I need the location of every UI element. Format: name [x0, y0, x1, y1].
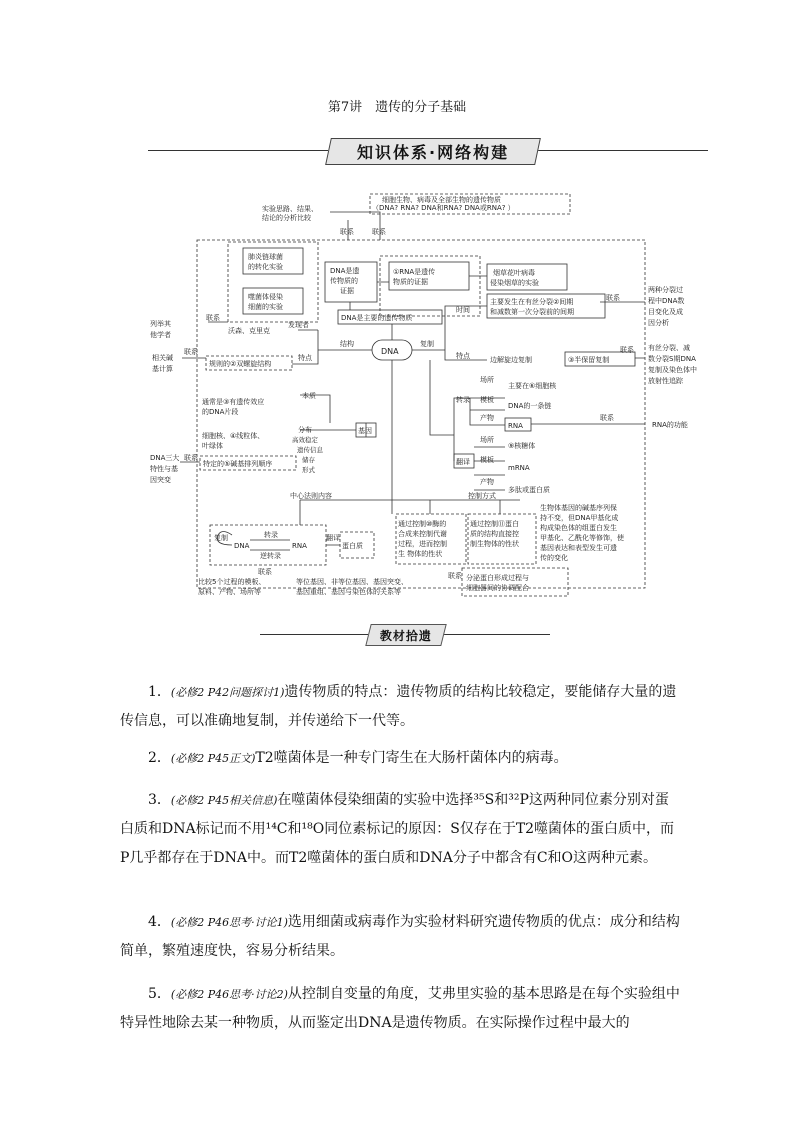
item-1-num: 1．	[148, 684, 171, 700]
dg-tmv-1: 烟草花叶病毒	[493, 269, 535, 277]
banner-rule-left	[148, 150, 328, 151]
dg-epi-4: 基因表达和表型发生可遗	[540, 544, 617, 552]
item-2-text: T2噬菌体是一种专门寄生在大肠杆菌体内的病毒。	[255, 750, 568, 766]
item-1	[120, 678, 680, 736]
dg-bottom-a-1: 原料、产物、场所等	[198, 588, 261, 596]
dg-label-structure: 结构	[340, 340, 354, 348]
dg-central-dogma: 中心法则内容	[290, 492, 332, 500]
dg-t-template: DNA的一条链	[508, 402, 552, 410]
section2-rule-left	[260, 634, 368, 635]
dg-feature-rep: 边解旋边复制	[490, 356, 532, 364]
dg-epi-1: 持不变，但DNA甲基化成	[540, 514, 619, 522]
dg-pneumonia-1: 肺炎链球菌	[248, 253, 283, 261]
dg-tl-site-label: 场所	[480, 436, 494, 444]
dg-cd-dna: DNA	[234, 542, 250, 550]
item-4-num: 4．	[148, 914, 171, 930]
dg-transcription: 转录	[456, 396, 470, 404]
dg-control-mode: 控制方式	[468, 492, 496, 500]
item-5-num: 5．	[148, 986, 171, 1002]
dg-top-note-1: 细胞生物、病毒及全部生物的遗传物质	[382, 196, 501, 204]
dg-distribution-2: 叶绿体	[202, 442, 223, 450]
dg-label-replicate: 复制	[420, 340, 434, 348]
dg-ctrl-a-3: 生 物体的性状	[398, 550, 443, 558]
dg-link-7: 联系	[184, 454, 198, 462]
dg-form: 形式	[302, 466, 315, 474]
item-5-text: 从控制自变量的角度，艾弗里实验的基本思路是在每个实验组中特异性地除去某一种物质，从而鉴定出DNA是遗传物质。在实际操作过程中最大的	[120, 986, 680, 1031]
dg-right-a-2: 目变化及成	[648, 308, 683, 316]
dg-semiconservative: ③半保留复制	[568, 356, 610, 364]
dg-base-order: 特定的⑤碱基排列顺序	[203, 460, 273, 468]
dg-link-6: 联系	[620, 346, 634, 354]
dg-dna: DNA	[381, 347, 399, 356]
dg-high: 高效稳定	[292, 436, 318, 444]
item-1-src: (必修2 P42问题探讨1)	[170, 686, 285, 699]
dg-info: 遗传信息	[297, 446, 323, 454]
dg-right-b-2: 复制及染色体中	[648, 366, 697, 374]
dg-epi-2: 构成染色体的组蛋白发生	[540, 524, 617, 532]
dg-ctrl-a-0: 通过控制⑩酶的	[398, 520, 447, 528]
dg-top-note-2: （DNA? RNA? DNA和RNA? DNA或RNA? ）	[372, 204, 515, 212]
section2-title: 教材拾遗	[379, 628, 432, 643]
dg-label-essence: 本质	[302, 392, 316, 400]
item-2	[120, 744, 680, 773]
section2-rule-right	[442, 634, 550, 635]
dg-t-product: RNA	[508, 422, 523, 430]
dg-time-2: 和减数第一次分裂前的间期	[490, 308, 574, 316]
lecture-title: 第7讲 遗传的分子基础	[327, 100, 467, 115]
dg-ctrl-a-1: 合成来控制代谢	[398, 530, 447, 538]
dg-label-feature-1: 特点	[298, 354, 312, 362]
dg-left-note-2: 结论的分析比较	[262, 214, 311, 222]
dg-gene-desc-1: 通常是③有遗传效应	[202, 398, 265, 406]
dg-phage-2: 细菌的实验	[248, 303, 283, 311]
dg-bottom-c-1: 细胞器间的协调配合	[466, 584, 529, 592]
dg-cd-rna: RNA	[292, 542, 307, 550]
dg-cd-translate: 翻译	[326, 534, 340, 542]
dg-t-prod-label: 产物	[480, 414, 494, 422]
dg-main: DNA是主要的遗传物质	[341, 314, 413, 322]
dg-rna-function: RNA的功能	[652, 421, 688, 429]
dg-label-discovery: 发现者	[288, 321, 309, 329]
dg-left3-1: 特性与基	[150, 465, 178, 473]
dg-epi-5: 传的变化	[540, 554, 568, 562]
dg-time-1: 主要发生在有丝分裂②间期	[490, 298, 574, 306]
dg-dna-ev-2: 传物质的	[330, 277, 358, 285]
dg-link-9: 联系	[258, 568, 272, 576]
dg-bottom-b-1: 基因重组、基因与染色体的关系等	[296, 588, 401, 596]
dg-ctrl-b-1: 质的结构直接控	[470, 530, 519, 538]
dg-tl-product: 多肽或蛋白质	[508, 486, 550, 494]
dg-right-a-0: 两种分裂过	[648, 286, 683, 294]
item-3-src: (必修2 P45相关信息)	[170, 794, 278, 807]
dg-bottom-c-0: 分泌蛋白形成过程与	[466, 574, 529, 582]
dg-tl-tpl-label: 模板	[480, 456, 494, 464]
dg-link-2: 联系	[372, 228, 386, 236]
dg-cd-rep: 复制	[214, 534, 228, 542]
dg-link-10: 联系	[448, 572, 462, 580]
dg-t-site: 主要在⑥细胞核	[508, 382, 557, 390]
dg-rna-ev-1: ①RNA是遗传	[393, 268, 436, 276]
item-5-src: (必修2 P46思考·讨论2)	[170, 988, 288, 1001]
dg-right-b-1: 数分裂S期DNA	[648, 355, 696, 363]
item-4-text: 选用细菌或病毒作为实验材料研究遗传物质的优点：成分和结构简单，繁殖速度快，容易分析结果。	[120, 914, 680, 959]
item-2-src: (必修2 P45正文)	[170, 752, 256, 765]
dg-translation: 翻译	[456, 458, 470, 466]
dg-ctrl-b-0: 通过控制⑪蛋白	[470, 520, 519, 528]
dg-link-1: 联系	[340, 228, 354, 236]
dg-epi-3: 甲基化、乙酰化等修饰，使	[540, 534, 624, 542]
item-3-text: 在噬菌体侵染细菌的实验中选择³⁵S和³²P这两种同位素分别对蛋白质和DNA标记而不用¹⁴C和¹⁸O同位素标记的原因：S仅存在于T2噬菌体的蛋白质中，而P几乎都存在于DNA中。而T2噬菌体的蛋白质和DNA分子中都含有C和O这两种元素。	[120, 792, 675, 866]
item-5	[120, 980, 680, 1038]
banner-rule-right	[536, 150, 708, 151]
dg-scholars: 沃森、克里克	[228, 327, 270, 335]
dg-bottom-a-0: 比较5个过程的模板、	[198, 578, 266, 586]
dg-label-distribution: 分布	[298, 426, 312, 434]
dg-bottom-b-0: 等位基因、非等位基因、基因突变、	[296, 578, 408, 586]
item-2-num: 2．	[148, 750, 171, 766]
dg-t-tpl-label: 模板	[480, 396, 494, 404]
dg-link-4: 联系	[206, 314, 220, 322]
dg-label-time: 时间	[456, 306, 470, 314]
dg-tl-template: mRNA	[508, 464, 530, 472]
dg-link-5: 联系	[184, 348, 198, 356]
dg-store: 储存	[302, 456, 315, 464]
item-1-text: 遗传物质的特点：遗传物质的结构比较稳定，要能储存大量的遗传信息，可以准确地复制，并传递给下一代等。	[120, 684, 677, 729]
dg-dna-ev-3: 证据	[340, 287, 354, 295]
dg-ctrl-a-2: 过程，进而控制	[398, 540, 447, 548]
item-3-num: 3．	[148, 792, 171, 808]
dg-epi-0: 生物体基因的碱基序列保	[540, 504, 617, 512]
dg-t-site-label: 场所	[480, 376, 494, 384]
dg-left-note-1: 实验思路、结果、	[262, 205, 318, 213]
dg-label-feature-2: 特点	[456, 352, 470, 360]
dg-right-a-1: 程中DNA数	[648, 297, 685, 305]
dg-cd-protein: 蛋白质	[342, 542, 363, 550]
dg-left3-0: DNA三大	[150, 454, 180, 462]
dg-left3-2: 因突变	[150, 476, 171, 484]
dg-tl-prod-label: 产物	[480, 478, 494, 486]
dg-cd-reverse: 逆转录	[260, 552, 281, 560]
item-3	[120, 786, 680, 873]
dg-tmv-2: 侵染烟草的实验	[490, 279, 539, 287]
dg-scholars-2: 他学者	[150, 331, 171, 339]
dg-distribution-1: 细胞核、④线粒体、	[202, 432, 265, 440]
section-banner-title: 知识体系·网络构建	[356, 143, 510, 162]
dg-scholars-1: 列举其	[150, 320, 171, 328]
dg-dna-ev-1: DNA是遗	[330, 267, 360, 275]
dg-right-b-3: 放射性追踪	[648, 377, 683, 385]
item-4	[120, 908, 680, 966]
dg-right-a-3: 因分析	[648, 319, 669, 327]
dg-rna-ev-2: 物质的证据	[393, 278, 428, 286]
dg-gene-desc-2: 的DNA片段	[202, 408, 239, 416]
dg-link-3: 联系	[606, 294, 620, 302]
dg-cd-transcribe: 转录	[264, 531, 278, 539]
dg-base-2: 基计算	[152, 365, 173, 373]
concept-map	[120, 180, 720, 600]
dg-phage-1: 噬菌体侵染	[248, 293, 283, 301]
section2-badge	[365, 624, 446, 646]
section-banner	[325, 138, 541, 165]
dg-link-8: 联系	[600, 414, 614, 422]
dg-double-helix: 规则的②双螺旋结构	[209, 360, 272, 368]
dg-base-1: 相关碱	[152, 354, 173, 362]
item-4-src: (必修2 P46思考·讨论1)	[170, 916, 288, 929]
dg-gene: 基因	[358, 427, 372, 435]
dg-pneumonia-2: 的转化实验	[248, 263, 283, 271]
dg-ctrl-b-2: 制生物体的性状	[470, 540, 519, 548]
dg-right-b-0: 有丝分裂、减	[648, 344, 690, 352]
dg-tl-site: ⑨核糖体	[508, 442, 536, 450]
